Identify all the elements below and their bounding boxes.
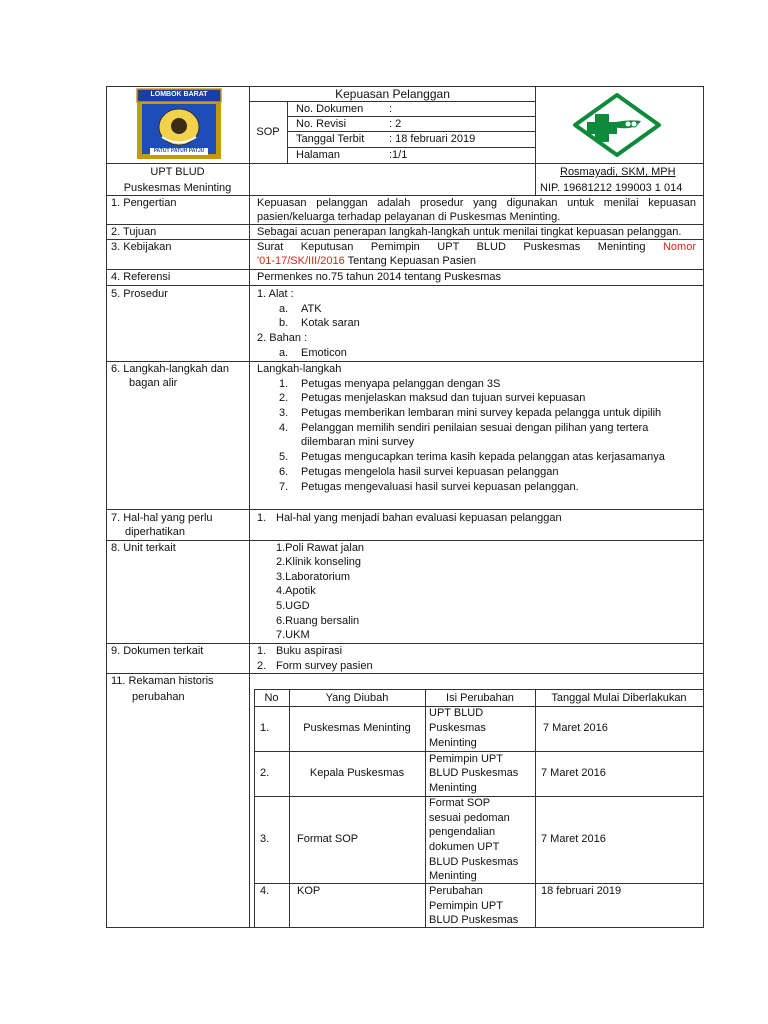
history-row-tanggal: 7 Maret 2016 <box>543 722 608 734</box>
history-row-isi: Format SOP <box>429 797 491 809</box>
history-col-no: No <box>264 692 279 704</box>
unit-item: 6.Ruang bersalin <box>276 615 360 627</box>
step-number: 5. <box>279 451 289 463</box>
alat-item-kotak-saran: Kotak saran <box>301 317 360 329</box>
history-row-no: 2. <box>260 767 270 779</box>
history-row-tanggal: 7 Maret 2016 <box>541 767 606 779</box>
dokumen-text: Buku aspirasi <box>276 645 343 657</box>
history-row-isi: BLUD Puskesmas <box>429 856 519 868</box>
step-text: Petugas menjelaskan maksud dan tujuan survei kepuasan <box>301 392 586 404</box>
step-number: 2. <box>279 392 289 404</box>
meta-label-no-revisi: No. Revisi <box>296 118 347 130</box>
label-unit-terkait: 8. Unit terkait <box>111 542 176 554</box>
history-row-isi: sesuai pedoman <box>429 812 510 824</box>
unit-item: 7.UKM <box>276 629 310 641</box>
unit-item: 5.UGD <box>276 600 310 612</box>
hal-text: Hal-hal yang menjadi bahan evaluasi kepuasan pelanggan <box>276 512 562 524</box>
step-number: 6. <box>279 466 289 478</box>
step-text-continued: dilembaran mini survey <box>301 436 415 448</box>
step-text: Petugas menyapa pelanggan dengan 3S <box>301 378 501 390</box>
step-number: 7. <box>279 481 289 493</box>
history-row-no: 3. <box>260 833 270 845</box>
pengertian-line-1: Kepuasan pelanggan adalah prosedur yang digunakan untuk menilai kepuasan <box>257 197 696 209</box>
history-row-isi: UPT BLUD <box>429 707 484 719</box>
step-text: Pelanggan memilih sendiri penilaian sesuai dengan pilihan yang tertera <box>301 422 649 434</box>
history-row-isi: Meninting <box>429 870 477 882</box>
meta-label-halaman: Halaman <box>296 149 341 161</box>
history-row-isi: Pemimpin UPT <box>429 753 503 765</box>
history-col-diubah: Yang Diubah <box>325 692 389 704</box>
hal-number: 1. <box>257 512 267 524</box>
history-row-no: 1. <box>260 722 270 734</box>
label-tujuan: 2. Tujuan <box>111 226 157 238</box>
step-number: 3. <box>279 407 289 419</box>
label-rekaman: 11. Rekaman historis <box>111 675 214 687</box>
bahan-marker-a: a. <box>279 347 289 359</box>
lombok-barat-logo <box>136 88 222 160</box>
history-row-tanggal: 7 Maret 2016 <box>541 833 606 845</box>
label-hal-hal: 7. Hal-hal yang perlu <box>111 512 213 524</box>
history-row-isi: pengendalian <box>429 826 496 838</box>
meta-label-no-dokumen: No. Dokumen <box>296 103 364 115</box>
signer-name: Rosmayadi, SKM, MPH <box>560 166 676 178</box>
meta-value-no-dokumen: : <box>389 103 393 115</box>
history-row-isi: Puskesmas <box>429 722 486 734</box>
meta-label-tanggal-terbit: Tanggal Terbit <box>296 133 365 145</box>
prosedur-bahan: 2. Bahan : <box>257 332 308 344</box>
unit-item: 1.Poli Rawat jalan <box>276 542 365 554</box>
history-row-diubah: Format SOP <box>297 833 359 845</box>
dokumen-number: 2. <box>257 660 267 672</box>
history-col-isi: Isi Perubahan <box>446 692 514 704</box>
unit-item: 2.Klinik konseling <box>276 556 361 568</box>
sop-label: SOP <box>256 126 280 138</box>
org-name: Puskesmas Meninting <box>123 182 232 194</box>
kebijakan-nomor-label: Nomor <box>662 241 696 253</box>
step-text: Petugas mengevaluasi hasil survei kepuasan pelanggan. <box>301 481 579 493</box>
history-row-tanggal: 18 februari 2019 <box>541 885 622 897</box>
kebijakan-line-2 <box>257 254 476 268</box>
history-row-no: 4. <box>260 885 270 897</box>
puskesmas-logo <box>571 93 663 157</box>
referensi-text: Permenkes no.75 tahun 2014 tentang Puskesmas <box>257 271 501 283</box>
dokumen-text: Form survey pasien <box>276 660 373 672</box>
step-number: 1. <box>279 378 289 390</box>
label-referensi: 4. Referensi <box>111 271 171 283</box>
label-pengertian: 1. Pengertian <box>111 197 177 209</box>
history-row-isi: BLUD Puskesmas <box>429 914 519 926</box>
step-text: Petugas mengelola hasil survei kepuasan pelanggan <box>301 466 559 478</box>
alat-marker-a: a. <box>279 303 289 315</box>
signer-nip: NIP. 19681212 199003 1 014 <box>540 182 683 194</box>
history-row-isi: Perubahan <box>429 885 483 897</box>
history-col-tanggal: Tanggal Mulai Diberlakukan <box>551 692 687 704</box>
history-row-isi: BLUD Puskesmas <box>429 767 519 779</box>
history-row-isi: Meninting <box>429 737 477 749</box>
pengertian-line-2: pasien/keluarga terhadap pelayanan di Puskesmas Meninting. <box>257 211 561 223</box>
history-row-isi: Meninting <box>429 782 477 794</box>
label-langkah: 6. Langkah-langkah dan <box>111 363 230 375</box>
kebijakan-nomor: '01-17/SK/III/2016 <box>257 255 345 267</box>
document-title: Kepuasan Pelanggan <box>335 87 450 101</box>
left-logo-text: LOMBOK BARAT <box>150 91 208 98</box>
bahan-item-emoticon: Emoticon <box>301 347 347 359</box>
label-langkah-bagan: bagan alir <box>129 377 178 389</box>
dokumen-number: 1. <box>257 645 267 657</box>
label-hal-hal-cont: diperhatikan <box>125 526 185 538</box>
unit-item: 3.Laboratorium <box>276 571 350 583</box>
history-row-isi: Pemimpin UPT <box>429 900 503 912</box>
langkah-heading: Langkah-langkah <box>257 363 342 375</box>
meta-value-halaman: :1/1 <box>389 149 408 161</box>
org-unit: UPT BLUD <box>150 166 205 178</box>
label-kebijakan: 3. Kebijakan <box>111 241 172 253</box>
label-dokumen-terkait: 9. Dokumen terkait <box>111 645 204 657</box>
unit-item: 4.Apotik <box>276 585 316 597</box>
prosedur-alat: 1. Alat : <box>257 288 294 300</box>
meta-value-tanggal-terbit: : 18 februari 2019 <box>389 133 476 145</box>
kebijakan-sk-text: Surat Keputusan Pemimpin UPT BLUD Puskesmas Meninting <box>257 241 646 253</box>
kebijakan-line-1 <box>257 240 696 254</box>
history-row-diubah: Puskesmas Meninting <box>303 722 411 734</box>
history-row-diubah: Kepala Puskesmas <box>309 767 405 779</box>
kebijakan-tentang: Tentang Kepuasan Pasien <box>344 255 477 267</box>
left-logo-motto: PATUT PATUH PATJU <box>153 148 205 154</box>
alat-item-atk: ATK <box>301 303 322 315</box>
label-rekaman-cont: perubahan <box>132 691 185 703</box>
meta-value-no-revisi: : 2 <box>389 118 402 130</box>
history-row-isi: dokumen UPT <box>429 841 500 853</box>
step-text: Petugas mengucapkan terima kasih kepada pelanggan atas kerjasamanya <box>301 451 665 463</box>
alat-marker-b: b. <box>279 317 289 329</box>
step-text: Petugas memberikan lembaran mini survey kepada pelangga untuk dipilih <box>301 407 662 419</box>
step-number: 4. <box>279 422 289 434</box>
history-row-diubah: KOP <box>297 885 321 897</box>
label-prosedur: 5. Prosedur <box>111 288 168 300</box>
tujuan-text: Sebagai acuan penerapan langkah-langkah untuk menilai tingkat kepuasan pelanggan. <box>257 226 682 238</box>
